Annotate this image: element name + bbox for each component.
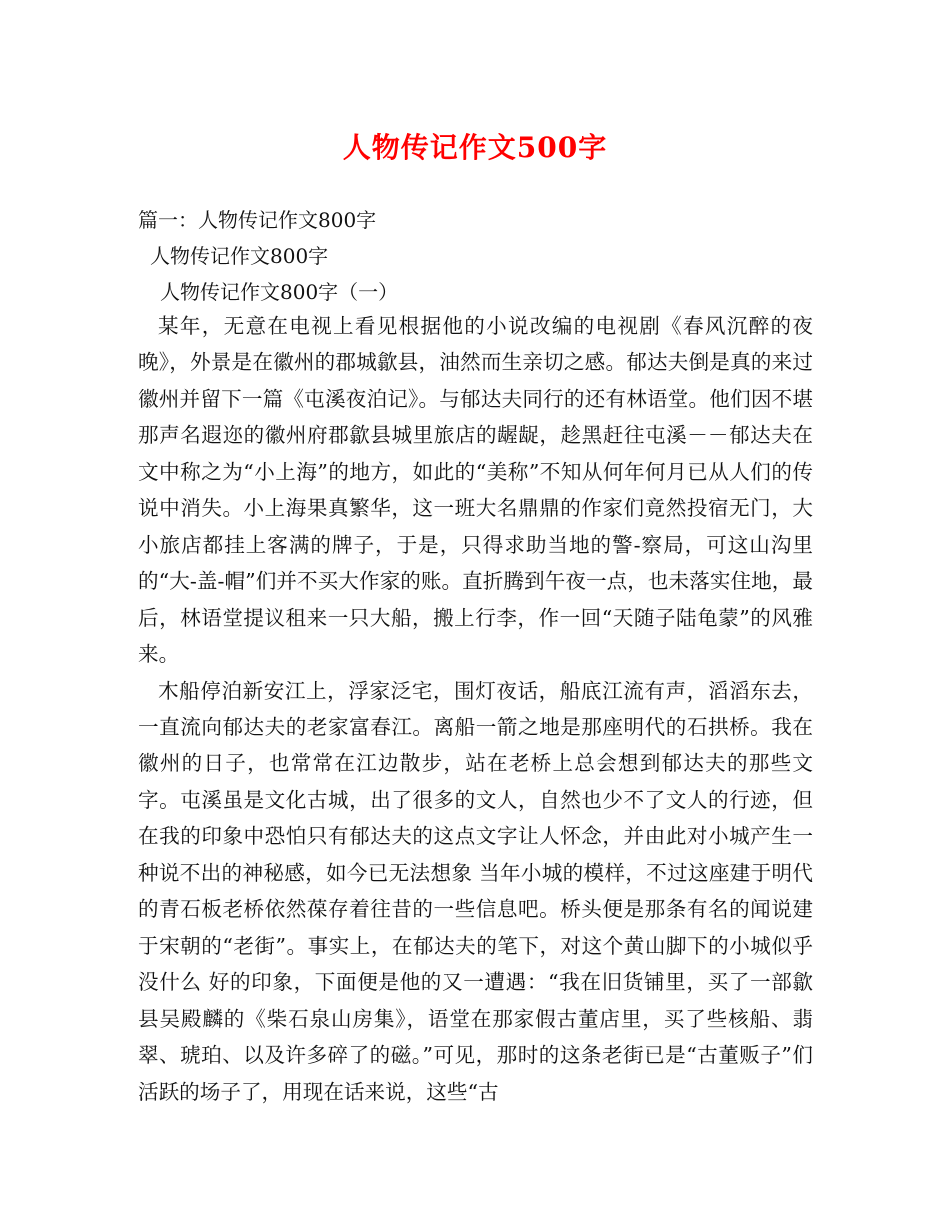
paragraph: 某年，无意在电视上看见根据他的小说改编的电视剧《春风沉醉的夜晚》，外景是在徽州的郡城歙县，油然而生亲切之感。郁达夫倒是真的来过徽州并留下一篇《屯溪夜泊记》。与郁达夫同行的还有林语堂。他们因不堪那声名遐迩的徽州府郡歙县城里旅店的龌龊，趁黑赶往屯溪－－郁达夫在文中称之为“小上海”的地方，如此的“美称”不知从何年何月已从人们的传说中消失。小上海果真繁华，这一班大名鼎鼎的作家们竟然投宿无门，大小旅店都挂上客满的牌子，于是，只得求助当地的警-察局，可这山沟里的“大-盖-帽”们并不买大作家的账。直折腾到午夜一点，也未落实住地，最后，林语堂提议租来一只大船，搬上行李，作一回“天随子陆龟蒙”的风雅来。 (138, 314, 813, 667)
section-heading: 篇一：人物传记作文800字 (138, 208, 377, 232)
paragraph: 木船停泊新安江上，浮家泛宅，围灯夜话，船底江流有声，滔滔东去，一直流向郁达夫的老家富春江。离船一箭之地是那座明代的石拱桥。我在徽州的日子，也常常在江边散步，站在老桥上总会想到郁达夫的那些文字。屯溪虽是文化古城，出了很多的文人，自然也少不了文人的行迹，但在我的印象中恐怕只有郁达夫的这点文字让人怀念，并由此对小城产生一种说不出的神秘感，如今已无法想象 当年小城的模样，不过这座建于明代的青石板老桥依然葆存着往昔的一些信息吧。桥头便是那条有名的闻说建于宋朝的“老街”。事实上，在郁达夫的笔下，对这个黄山脚下的小城似乎没什么 好的印象，下面便是他的又一遭遇：“我在旧货铺里，买了一部歙县吴殿麟的《柴石泉山房集》，语堂在那家假古董店里，买了些核船、翡翠、琥珀、以及许多碎了的磁。”可见，那时的这条老街已是“古董贩子”们活跃的场子了，用现在话来说，这些“古 (138, 678, 813, 1104)
part-heading: 人物传记作文800字（一） (160, 280, 399, 304)
document-title: 人物传记作文500字 (342, 131, 608, 164)
subheading: 人物传记作文800字 (150, 244, 329, 268)
body-text (138, 308, 813, 1110)
